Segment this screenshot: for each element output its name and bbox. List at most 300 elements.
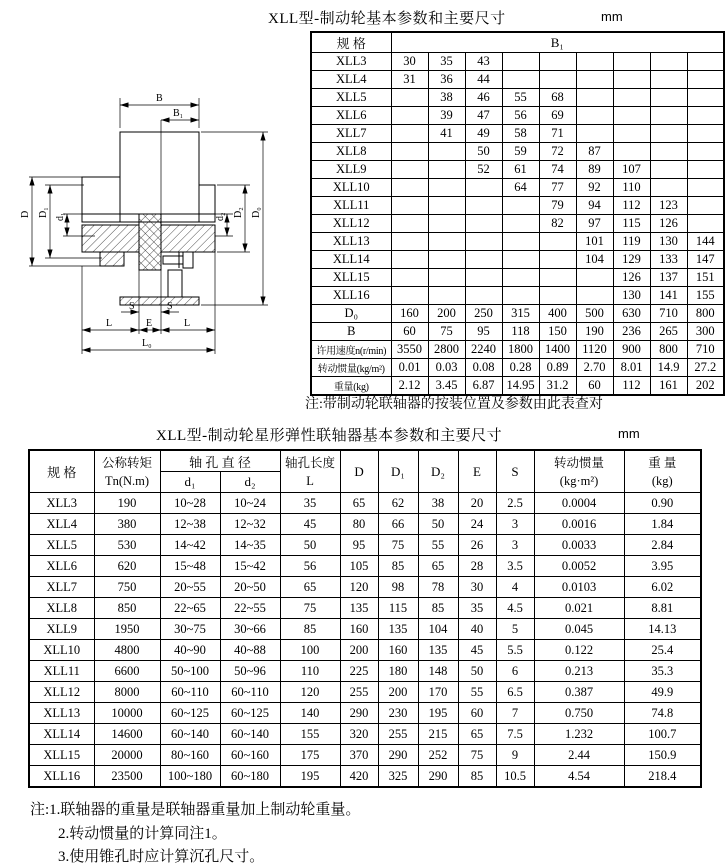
value-cell xyxy=(465,251,502,269)
value-cell xyxy=(613,125,650,143)
value-cell xyxy=(650,179,687,197)
value-cell: 1400 xyxy=(539,341,576,359)
value-cell: 92 xyxy=(576,179,613,197)
value-cell: 60~125 xyxy=(160,703,220,724)
value-cell: 36 xyxy=(428,71,465,89)
table-row xyxy=(311,53,724,71)
value-cell xyxy=(391,233,428,251)
coupling-params-table xyxy=(28,449,702,788)
value-cell: 14.9 xyxy=(650,359,687,377)
value-cell: 255 xyxy=(378,724,418,745)
value-cell: 10.5 xyxy=(496,766,534,788)
bore-length-label-line2: L xyxy=(306,473,314,488)
table2-header-inertia xyxy=(534,450,624,493)
value-cell: 89 xyxy=(576,161,613,179)
table2-unit-label: mm xyxy=(618,426,640,441)
value-cell: 135 xyxy=(418,640,458,661)
footnote-3: 3.使用锥孔时应计算沉孔尺寸。 xyxy=(58,849,265,865)
torque-label-line1: 公称转矩 xyxy=(101,455,152,470)
value-cell: 65 xyxy=(280,577,340,598)
value-cell: 46 xyxy=(465,89,502,107)
table-row xyxy=(311,179,724,197)
table-row xyxy=(29,640,701,661)
table1-unit-label: mm xyxy=(601,9,623,24)
value-cell: 119 xyxy=(613,233,650,251)
value-cell xyxy=(465,287,502,305)
value-cell: 101 xyxy=(576,233,613,251)
value-cell: 218.4 xyxy=(624,766,701,788)
value-cell: 98 xyxy=(378,577,418,598)
value-cell: 190 xyxy=(576,323,613,341)
value-cell: 60~125 xyxy=(220,703,280,724)
value-cell: 49 xyxy=(465,125,502,143)
table1-header-b1: B₁ xyxy=(391,32,724,53)
value-cell: 43 xyxy=(465,53,502,71)
value-cell: 14~35 xyxy=(220,535,280,556)
value-cell: 151 xyxy=(687,269,724,287)
value-cell: 40~88 xyxy=(220,640,280,661)
value-cell: 20000 xyxy=(94,745,160,766)
value-cell: 620 xyxy=(94,556,160,577)
value-cell xyxy=(391,197,428,215)
value-cell: 24 xyxy=(458,514,496,535)
value-cell: 140 xyxy=(280,703,340,724)
value-cell: 120 xyxy=(280,682,340,703)
value-cell: 400 xyxy=(539,305,576,323)
value-cell: 141 xyxy=(650,287,687,305)
value-cell: 4800 xyxy=(94,640,160,661)
value-cell: 45 xyxy=(458,640,496,661)
value-cell: 112 xyxy=(613,197,650,215)
value-cell: 74 xyxy=(539,161,576,179)
value-cell: 52 xyxy=(465,161,502,179)
dim-label-l0: L₀ xyxy=(142,338,152,349)
table2-header-bore-length xyxy=(280,450,340,493)
value-cell: 10000 xyxy=(94,703,160,724)
value-cell xyxy=(687,125,724,143)
value-cell: 1.232 xyxy=(534,724,624,745)
value-cell: 50~96 xyxy=(220,661,280,682)
table2-header-D1: D₁ xyxy=(378,450,418,493)
value-cell: 107 xyxy=(613,161,650,179)
value-cell: 20 xyxy=(458,493,496,514)
row-spec-cell: XLL7 xyxy=(311,125,391,143)
value-cell: 155 xyxy=(280,724,340,745)
value-cell: 202 xyxy=(687,377,724,396)
value-cell: 56 xyxy=(280,556,340,577)
value-cell xyxy=(687,161,724,179)
value-cell: 115 xyxy=(613,215,650,233)
dim-label-b: B xyxy=(156,93,163,104)
value-cell: 7.5 xyxy=(496,724,534,745)
table-row xyxy=(29,661,701,682)
value-cell: 94 xyxy=(576,197,613,215)
value-cell: 0.021 xyxy=(534,598,624,619)
value-cell: 1.84 xyxy=(624,514,701,535)
value-cell: 0.0033 xyxy=(534,535,624,556)
value-cell xyxy=(539,53,576,71)
table-row xyxy=(29,577,701,598)
value-cell: 252 xyxy=(418,745,458,766)
table-row xyxy=(311,143,724,161)
table-row xyxy=(311,341,724,359)
value-cell: 530 xyxy=(94,535,160,556)
value-cell: 65 xyxy=(458,724,496,745)
table2-header-row1 xyxy=(29,450,701,472)
value-cell xyxy=(650,161,687,179)
value-cell: 50 xyxy=(280,535,340,556)
value-cell: 3.95 xyxy=(624,556,701,577)
row-spec-cell: XLL16 xyxy=(29,766,94,788)
value-cell xyxy=(428,215,465,233)
value-cell: 2.70 xyxy=(576,359,613,377)
row-spec-cell: XLL14 xyxy=(311,251,391,269)
value-cell: 110 xyxy=(280,661,340,682)
value-cell xyxy=(391,107,428,125)
value-cell: 30 xyxy=(458,577,496,598)
value-cell xyxy=(465,215,502,233)
value-cell: 135 xyxy=(340,598,378,619)
value-cell xyxy=(502,287,539,305)
value-cell xyxy=(391,125,428,143)
row-spec-cell: XLL6 xyxy=(29,556,94,577)
value-cell: 8.01 xyxy=(613,359,650,377)
dim-label-s-right: S xyxy=(167,301,173,312)
value-cell: 25.4 xyxy=(624,640,701,661)
value-cell xyxy=(576,125,613,143)
value-cell: 45 xyxy=(280,514,340,535)
value-cell: 126 xyxy=(613,269,650,287)
value-cell: 110 xyxy=(613,179,650,197)
table-row xyxy=(29,724,701,745)
value-cell: 35 xyxy=(458,598,496,619)
value-cell xyxy=(428,233,465,251)
value-cell: 130 xyxy=(650,233,687,251)
value-cell: 39 xyxy=(428,107,465,125)
table-row xyxy=(311,89,724,107)
value-cell: 133 xyxy=(650,251,687,269)
value-cell: 14.95 xyxy=(502,377,539,396)
value-cell: 50 xyxy=(418,514,458,535)
value-cell: 148 xyxy=(418,661,458,682)
value-cell: 75 xyxy=(280,598,340,619)
value-cell: 118 xyxy=(502,323,539,341)
value-cell: 320 xyxy=(340,724,378,745)
value-cell: 710 xyxy=(650,305,687,323)
value-cell: 66 xyxy=(378,514,418,535)
table-row xyxy=(29,766,701,788)
value-cell xyxy=(391,143,428,161)
value-cell xyxy=(687,143,724,161)
value-cell: 85 xyxy=(280,619,340,640)
value-cell: 190 xyxy=(94,493,160,514)
table-row xyxy=(311,71,724,89)
value-cell: 55 xyxy=(502,89,539,107)
value-cell xyxy=(576,71,613,89)
value-cell xyxy=(465,197,502,215)
value-cell: 60 xyxy=(458,703,496,724)
value-cell: 31 xyxy=(391,71,428,89)
row-spec-cell: XLL9 xyxy=(29,619,94,640)
value-cell: 60~180 xyxy=(220,766,280,788)
value-cell: 40 xyxy=(458,619,496,640)
inertia-label-line1: 转动惯量 xyxy=(554,455,605,470)
value-cell xyxy=(613,143,650,161)
value-cell xyxy=(391,251,428,269)
value-cell: 12~32 xyxy=(220,514,280,535)
dim-label-l-left: L xyxy=(106,318,113,329)
value-cell: 56 xyxy=(502,107,539,125)
value-cell: 115 xyxy=(378,598,418,619)
table-row xyxy=(29,493,701,514)
dim-label-s-left: S xyxy=(129,301,135,312)
table2-header-E: E xyxy=(458,450,496,493)
value-cell: 135 xyxy=(378,619,418,640)
value-cell xyxy=(539,251,576,269)
value-cell: 47 xyxy=(465,107,502,125)
dim-label-d0: D₀ xyxy=(251,207,262,218)
value-cell xyxy=(576,287,613,305)
value-cell xyxy=(650,107,687,125)
value-cell: 50~100 xyxy=(160,661,220,682)
dim-label-d2: d₂ xyxy=(215,212,226,221)
table-row xyxy=(29,682,701,703)
value-cell: 55 xyxy=(458,682,496,703)
value-cell xyxy=(687,107,724,125)
table-row xyxy=(29,619,701,640)
value-cell: 150 xyxy=(539,323,576,341)
value-cell: 97 xyxy=(576,215,613,233)
value-cell: 75 xyxy=(458,745,496,766)
table2-header-weight xyxy=(624,450,701,493)
weight-label-line1: 重 量 xyxy=(648,455,677,470)
footnotes xyxy=(30,799,360,867)
value-cell xyxy=(428,143,465,161)
value-cell: 14~42 xyxy=(160,535,220,556)
dim-label-d1-cap: D₁ xyxy=(38,207,49,218)
row-spec-cell: XLL12 xyxy=(29,682,94,703)
value-cell: 290 xyxy=(378,745,418,766)
value-cell: 15~48 xyxy=(160,556,220,577)
value-cell: 30 xyxy=(391,53,428,71)
value-cell xyxy=(687,197,724,215)
value-cell xyxy=(650,71,687,89)
value-cell: 1950 xyxy=(94,619,160,640)
row-spec-cell: 许用速度n(r/min) xyxy=(311,341,391,359)
value-cell: 75 xyxy=(378,535,418,556)
value-cell: 710 xyxy=(687,341,724,359)
value-cell: 255 xyxy=(340,682,378,703)
row-spec-cell: XLL8 xyxy=(29,598,94,619)
value-cell: 41 xyxy=(428,125,465,143)
value-cell: 23500 xyxy=(94,766,160,788)
row-spec-cell: XLL5 xyxy=(311,89,391,107)
value-cell: 380 xyxy=(94,514,160,535)
value-cell: 2.5 xyxy=(496,493,534,514)
value-cell xyxy=(650,125,687,143)
value-cell: 800 xyxy=(687,305,724,323)
value-cell: 65 xyxy=(418,556,458,577)
table-row xyxy=(311,197,724,215)
value-cell: 85 xyxy=(378,556,418,577)
value-cell: 0.213 xyxy=(534,661,624,682)
value-cell: 195 xyxy=(280,766,340,788)
value-cell xyxy=(502,215,539,233)
value-cell: 300 xyxy=(687,323,724,341)
value-cell: 78 xyxy=(418,577,458,598)
value-cell xyxy=(428,161,465,179)
value-cell: 144 xyxy=(687,233,724,251)
value-cell xyxy=(687,53,724,71)
row-spec-cell: B xyxy=(311,323,391,341)
value-cell: 60 xyxy=(391,323,428,341)
value-cell: 100~180 xyxy=(160,766,220,788)
coupling-geometry xyxy=(82,120,215,305)
value-cell: 3.45 xyxy=(428,377,465,396)
value-cell: 28 xyxy=(458,556,496,577)
value-cell xyxy=(391,179,428,197)
value-cell xyxy=(502,251,539,269)
value-cell: 5 xyxy=(496,619,534,640)
value-cell: 3550 xyxy=(391,341,428,359)
value-cell xyxy=(428,197,465,215)
value-cell: 64 xyxy=(502,179,539,197)
value-cell: 59 xyxy=(502,143,539,161)
value-cell: 0.750 xyxy=(534,703,624,724)
value-cell: 60~160 xyxy=(220,745,280,766)
table1-note: 注:带制动轮联轴器的按装位置及参数由此表查对 xyxy=(305,397,603,412)
value-cell xyxy=(539,233,576,251)
table2-header-torque xyxy=(94,450,160,493)
table2-header-S: S xyxy=(496,450,534,493)
value-cell: 2.12 xyxy=(391,377,428,396)
value-cell: 60~140 xyxy=(220,724,280,745)
row-spec-cell: XLL4 xyxy=(311,71,391,89)
value-cell: 370 xyxy=(340,745,378,766)
value-cell xyxy=(687,179,724,197)
value-cell: 62 xyxy=(378,493,418,514)
value-cell xyxy=(465,233,502,251)
value-cell: 4 xyxy=(496,577,534,598)
footnote-2: 2.转动惯量的计算同注1。 xyxy=(58,825,227,842)
value-cell: 30~66 xyxy=(220,619,280,640)
value-cell: 6.87 xyxy=(465,377,502,396)
value-cell: 50 xyxy=(465,143,502,161)
value-cell: 4.54 xyxy=(534,766,624,788)
value-cell: 265 xyxy=(650,323,687,341)
value-cell: 58 xyxy=(502,125,539,143)
value-cell xyxy=(465,179,502,197)
value-cell xyxy=(687,89,724,107)
table-row xyxy=(29,514,701,535)
value-cell: 31.2 xyxy=(539,377,576,396)
table-row xyxy=(29,556,701,577)
value-cell: 68 xyxy=(539,89,576,107)
table-row xyxy=(29,703,701,724)
value-cell: 20~50 xyxy=(220,577,280,598)
row-spec-cell: 重量(kg) xyxy=(311,377,391,396)
value-cell: 95 xyxy=(465,323,502,341)
bore-length-label-line1: 轴孔长度 xyxy=(285,455,336,470)
value-cell: 5.5 xyxy=(496,640,534,661)
value-cell xyxy=(502,71,539,89)
value-cell: 27.2 xyxy=(687,359,724,377)
value-cell: 60~110 xyxy=(160,682,220,703)
row-spec-cell: XLL10 xyxy=(311,179,391,197)
value-cell: 60~140 xyxy=(160,724,220,745)
row-spec-cell: XLL12 xyxy=(311,215,391,233)
value-cell: 0.0016 xyxy=(534,514,624,535)
value-cell: 0.387 xyxy=(534,682,624,703)
value-cell: 6 xyxy=(496,661,534,682)
value-cell: 215 xyxy=(418,724,458,745)
value-cell: 1800 xyxy=(502,341,539,359)
value-cell: 175 xyxy=(280,745,340,766)
value-cell xyxy=(613,53,650,71)
value-cell: 2800 xyxy=(428,341,465,359)
value-cell: 236 xyxy=(613,323,650,341)
value-cell: 22~55 xyxy=(220,598,280,619)
value-cell: 15~42 xyxy=(220,556,280,577)
value-cell: 147 xyxy=(687,251,724,269)
value-cell: 420 xyxy=(340,766,378,788)
value-cell: 12~38 xyxy=(160,514,220,535)
row-spec-cell: XLL10 xyxy=(29,640,94,661)
table2-header-d1: d₁ xyxy=(160,472,220,493)
dim-label-d2-cap: D₂ xyxy=(233,207,244,218)
value-cell: 82 xyxy=(539,215,576,233)
value-cell: 10~28 xyxy=(160,493,220,514)
inertia-label-line2: (kg·m²) xyxy=(559,473,599,488)
value-cell xyxy=(613,107,650,125)
value-cell: 60 xyxy=(576,377,613,396)
value-cell: 6.02 xyxy=(624,577,701,598)
value-cell xyxy=(391,215,428,233)
row-spec-cell: XLL4 xyxy=(29,514,94,535)
value-cell: 170 xyxy=(418,682,458,703)
value-cell xyxy=(391,89,428,107)
value-cell: 14.13 xyxy=(624,619,701,640)
value-cell: 6.5 xyxy=(496,682,534,703)
value-cell xyxy=(391,161,428,179)
table1-title: XLL型-制动轮基本参数和主要尺寸 xyxy=(268,11,506,27)
value-cell: 230 xyxy=(378,703,418,724)
value-cell xyxy=(613,71,650,89)
value-cell: 35 xyxy=(280,493,340,514)
value-cell: 80~160 xyxy=(160,745,220,766)
value-cell xyxy=(576,269,613,287)
value-cell xyxy=(576,89,613,107)
value-cell: 8000 xyxy=(94,682,160,703)
value-cell: 160 xyxy=(378,640,418,661)
table2-title: XLL型-制动轮星形弹性联轴器基本参数和主要尺寸 xyxy=(156,428,503,444)
value-cell: 14600 xyxy=(94,724,160,745)
value-cell: 2.84 xyxy=(624,535,701,556)
weight-label-line2: (kg) xyxy=(651,473,673,488)
value-cell xyxy=(650,143,687,161)
value-cell xyxy=(391,269,428,287)
table1-header-spec: 规 格 xyxy=(311,32,391,53)
value-cell: 35 xyxy=(428,53,465,71)
value-cell: 150.9 xyxy=(624,745,701,766)
table-row xyxy=(311,287,724,305)
row-spec-cell: XLL15 xyxy=(311,269,391,287)
row-spec-cell: XLL11 xyxy=(311,197,391,215)
value-cell: 0.0004 xyxy=(534,493,624,514)
value-cell: 3 xyxy=(496,514,534,535)
row-spec-cell: XLL15 xyxy=(29,745,94,766)
value-cell: 200 xyxy=(340,640,378,661)
